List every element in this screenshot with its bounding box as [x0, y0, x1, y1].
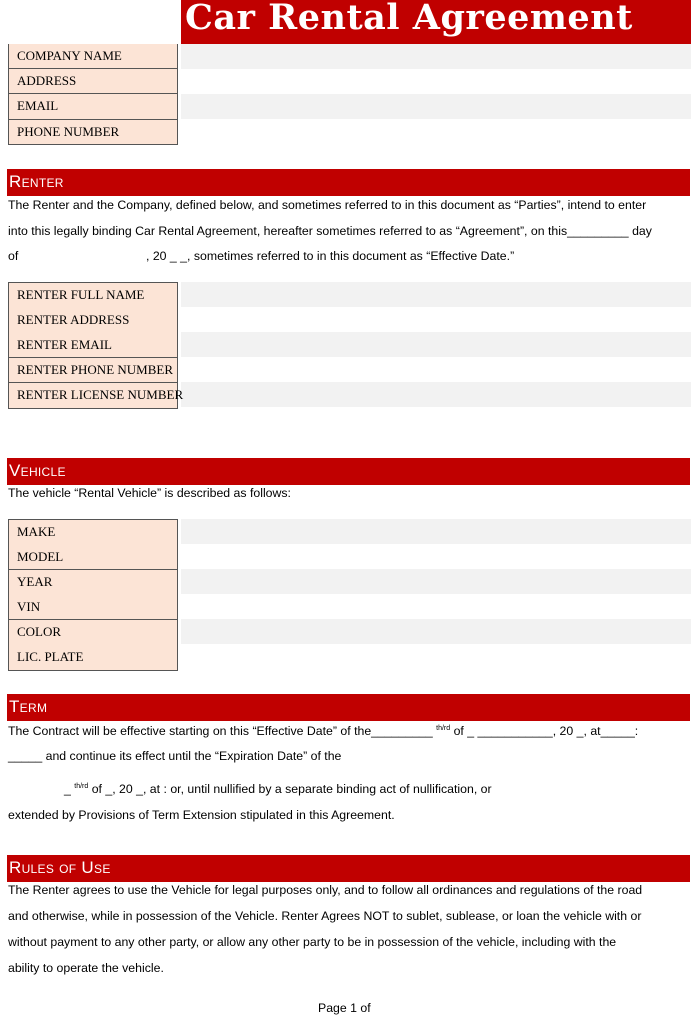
- renter-license-field[interactable]: [181, 382, 691, 407]
- renter-email-label: RENTER EMAIL: [9, 333, 177, 358]
- rules-line-2: and otherwise, while in possession of the Vehicle. Renter Agrees NOT to sublet, sublease, or loan the vehicle with or: [8, 909, 642, 923]
- make-field[interactable]: [181, 519, 691, 544]
- term-line-3-end: of _, 20 _, at : or, until nullified by a separate binding act of nullification, or: [88, 782, 492, 796]
- renter-paragraph-line-3-end: , 20 _ _, sometimes referred to in this document as “Effective Date.”: [146, 249, 515, 263]
- lic-plate-label: LIC. PLATE: [17, 649, 84, 664]
- vehicle-intro: The vehicle “Rental Vehicle” is described as follows:: [8, 486, 291, 500]
- rules-section-header: [7, 855, 690, 882]
- renter-license-label: RENTER LICENSE NUMBER: [17, 387, 184, 402]
- renter-section-header: [7, 169, 690, 196]
- term-line-3-start: _: [64, 782, 75, 796]
- color-field[interactable]: [181, 619, 691, 644]
- renter-full-name-label: RENTER FULL NAME: [17, 287, 145, 302]
- email-field[interactable]: [181, 94, 691, 119]
- term-line-1-sup: th/rd: [436, 724, 451, 732]
- page-number: Page 1 of: [318, 1001, 371, 1015]
- term-line-2: _____ and continue its effect until the “Expiration Date” of the: [8, 749, 342, 763]
- company-info-table: [8, 44, 178, 145]
- vin-label: VIN: [9, 595, 177, 620]
- vehicle-section-header: [7, 458, 690, 485]
- term-line-3-sup: th/rd: [74, 782, 89, 790]
- rules-line-4: ability to operate the vehicle.: [8, 961, 164, 975]
- rules-line-1: The Renter agrees to use the Vehicle for legal purposes only, and to follow all ordinances and regulations of the road: [8, 883, 643, 897]
- renter-phone-label: RENTER PHONE NUMBER: [9, 358, 177, 383]
- make-label: MAKE: [17, 524, 56, 539]
- title-banner: [181, 0, 691, 44]
- renter-paragraph-line-2: into this legally binding Car Rental Agreement, hereafter sometimes referred to as “Agreement”, on this_________ day: [8, 224, 652, 238]
- company-name-label: COMPANY NAME: [9, 44, 177, 69]
- term-line-1-text: The Contract will be effective starting on this “Effective Date” of the_________: [8, 724, 437, 738]
- color-label: COLOR: [17, 624, 62, 639]
- year-field[interactable]: [181, 569, 691, 594]
- rules-heading: Rules of Use: [9, 858, 111, 877]
- model-label: MODEL: [9, 545, 177, 570]
- renter-paragraph-line-1: The Renter and the Company, defined below, and sometimes referred to in this document as “Parties”, intend to enter: [8, 198, 647, 212]
- vehicle-info-table: [8, 519, 178, 671]
- year-label: YEAR: [17, 574, 53, 589]
- term-line-1: [8, 724, 638, 738]
- renter-email-field[interactable]: [181, 332, 691, 357]
- renter-paragraph-line-3-start: of: [8, 249, 19, 263]
- renter-heading: Renter: [9, 172, 64, 191]
- renter-full-name-field[interactable]: [181, 282, 691, 307]
- term-section-header: [7, 694, 690, 721]
- term-heading: Term: [9, 697, 48, 716]
- company-name-field[interactable]: [181, 44, 691, 69]
- term-line-3: [64, 782, 492, 796]
- rules-line-3: without payment to any other party, or allow any other party to be in possession of the vehicle, including with the: [8, 935, 617, 949]
- term-line-1-end: of _ ___________, 20 _, at_____:: [450, 724, 639, 738]
- renter-address-label: RENTER ADDRESS: [17, 312, 130, 327]
- phone-number-label: PHONE NUMBER: [9, 119, 177, 144]
- document-title: Car Rental Agreement: [185, 0, 633, 38]
- renter-info-table: [8, 282, 184, 409]
- address-label: ADDRESS: [9, 69, 177, 94]
- term-line-4: extended by Provisions of Term Extension stipulated in this Agreement.: [8, 808, 395, 822]
- email-label: EMAIL: [17, 98, 59, 113]
- vehicle-heading: Vehicle: [9, 461, 66, 480]
